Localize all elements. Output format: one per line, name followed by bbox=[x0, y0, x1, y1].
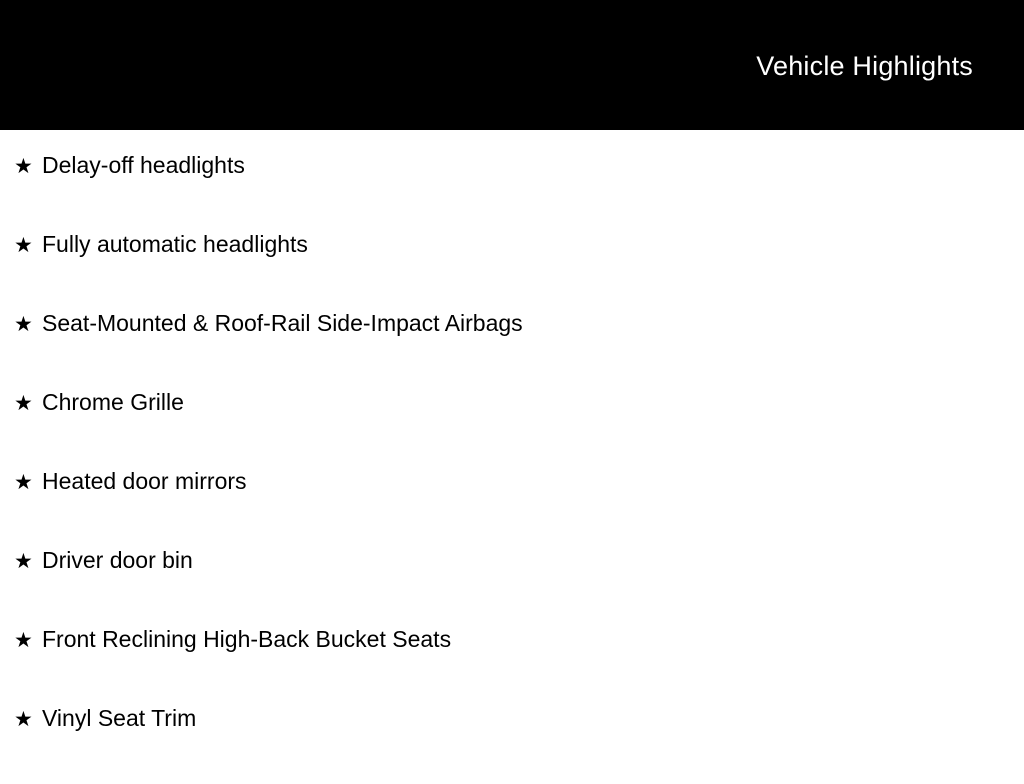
star-icon: ★ bbox=[14, 234, 33, 257]
list-item-label: Delay-off headlights bbox=[42, 152, 245, 178]
star-icon: ★ bbox=[14, 313, 33, 336]
list-item-label: Seat-Mounted & Roof-Rail Side-Impact Airbags bbox=[42, 310, 523, 336]
star-icon: ★ bbox=[14, 155, 33, 178]
star-icon: ★ bbox=[14, 392, 33, 415]
page-title: Vehicle Highlights bbox=[756, 51, 973, 81]
star-icon: ★ bbox=[14, 629, 33, 652]
list-item-label: Chrome Grille bbox=[42, 389, 184, 415]
list-item bbox=[0, 152, 1024, 231]
list-item bbox=[0, 626, 1024, 705]
list-item bbox=[0, 468, 1024, 547]
star-icon: ★ bbox=[14, 550, 33, 573]
list-item bbox=[0, 310, 1024, 389]
star-icon: ★ bbox=[14, 708, 33, 731]
list-item bbox=[0, 389, 1024, 468]
list-item bbox=[0, 547, 1024, 626]
star-icon: ★ bbox=[14, 471, 33, 494]
header-bar bbox=[0, 0, 1024, 130]
vehicle-highlights-list bbox=[0, 152, 1024, 784]
list-item-label: Fully automatic headlights bbox=[42, 231, 308, 257]
list-item-label: Heated door mirrors bbox=[42, 468, 247, 494]
list-item-label: Driver door bin bbox=[42, 547, 193, 573]
list-item-label: Front Reclining High-Back Bucket Seats bbox=[42, 626, 452, 652]
list-item bbox=[0, 231, 1024, 310]
list-item bbox=[0, 705, 1024, 784]
list-item-label: Vinyl Seat Trim bbox=[42, 705, 197, 731]
